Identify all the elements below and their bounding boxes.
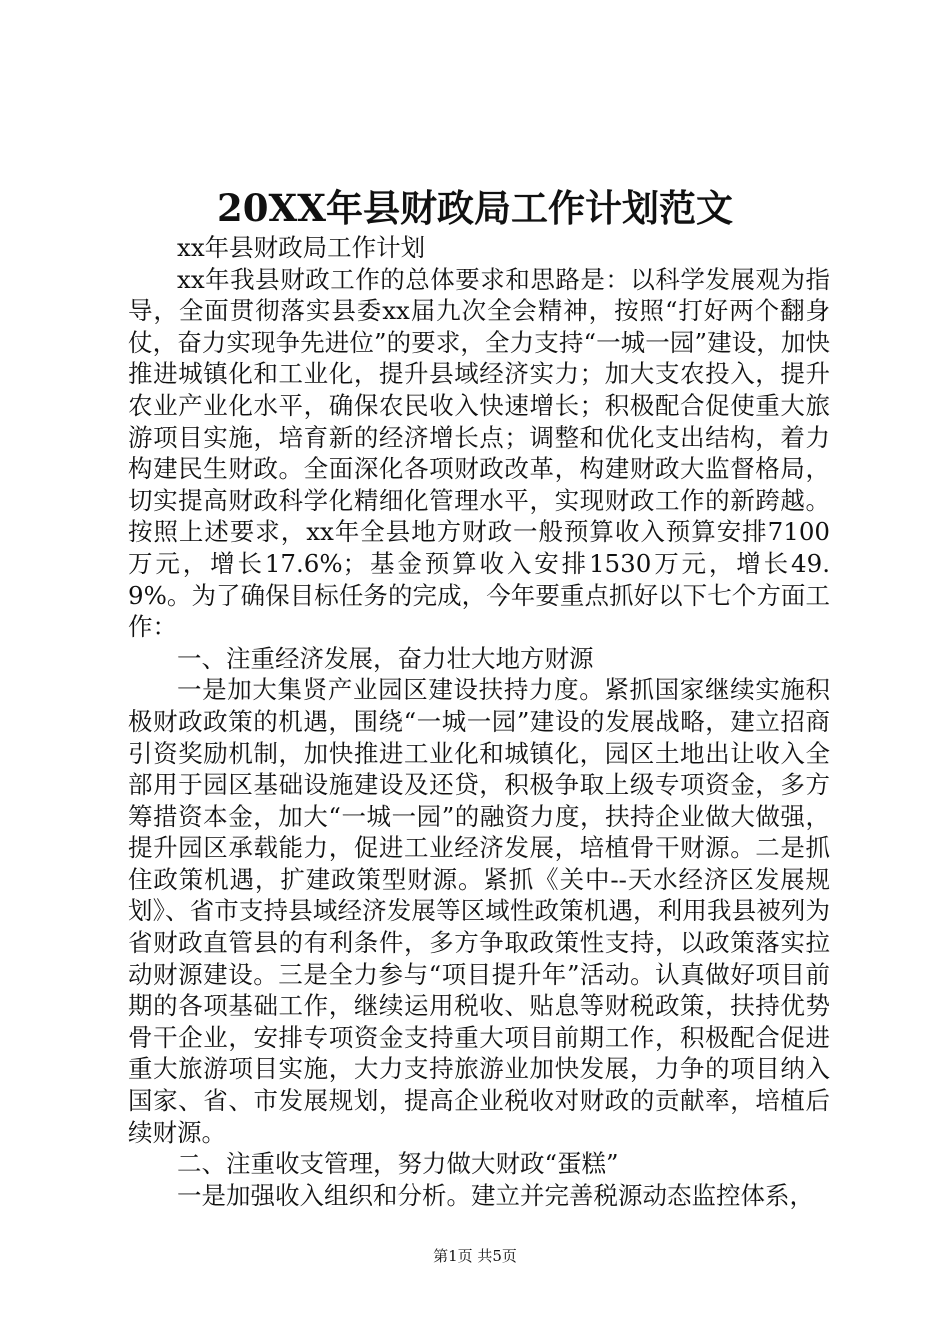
paragraph-overview: xx年我县财政工作的总体要求和思路是：以科学发展观为指导，全面贯彻落实县委xx届九次全会精神，按照“打好两个翻身仗，奋力实现争先进位”的要求，全力支持“一城一园”建设，加快推进城镇化和工业化，提升县域经济实力；加大支农投入，提升农业产业化水平，确保农民收入快速增长；积极配合促使重大旅游项目实施，培育新的经济增长点；调整和优化支出结构，着力构建民生财政。全面深化各项财政改革，构建财政大监督格局，切实提高财政科学化精细化管理水平，实现财政工作的新跨越。按照上述要求，xx年全县地方财政一般预算收入预算安排7100万元，增长17.6%；基金预算收入安排1530万元，增长49.9%。为了确保目标任务的完成，今年要重点抓好以下七个方面工作： [128,264,830,642]
paragraph-subtitle: xx年县财政局工作计划 [177,233,426,262]
page-number-footer: 第1页 共5页 [433,1247,517,1265]
section-heading-2: 二、注重收支管理，努力做大财政“蛋糕” [177,1149,619,1179]
paragraph-section-2: 一是加强收入组织和分析。建立并完善税源动态监控体系， [177,1180,814,1210]
document-body [128,232,830,1211]
paragraph-section-1: 一是加大集贤产业园区建设扶持力度。紧抓国家继续实施积极财政政策的机遇，围绕“一城一园”建设的发展战略，建立招商引资奖励机制，加快推进工业化和城镇化，园区土地出让收入全部用于园区基础设施建设及还贷，积极争取上级专项资金，多方筹措资本金，加大“一城一园”的融资力度，扶持企业做大做强，提升园区承载能力，促进工业经济发展，培植骨干财源。二是抓住政策机遇，扩建政策型财源。紧抓《关中--天水经济区发展规划》、省市支持县域经济发展等区域性政策机遇，利用我县被列为省财政直管县的有利条件，多方争取政策性支持，以政策落实拉动财源建设。三是全力参与“项目提升年”活动。认真做好项目前期的各项基础工作，继续运用税收、贴息等财税政策，扶持优势骨干企业，安排专项资金支持重大项目前期工作，积极配合促进重大旅游项目实施，大力支持旅游业加快发展，力争的项目纳入国家、省、市发展规划，提高企业税收对财政的贡献率，培植后续财源。 [128,675,830,1147]
section-heading-1: 一、注重经济发展，奋力壮大地方财源 [177,643,594,673]
document-title: 20XX年县财政局工作计划范文 [217,186,733,230]
